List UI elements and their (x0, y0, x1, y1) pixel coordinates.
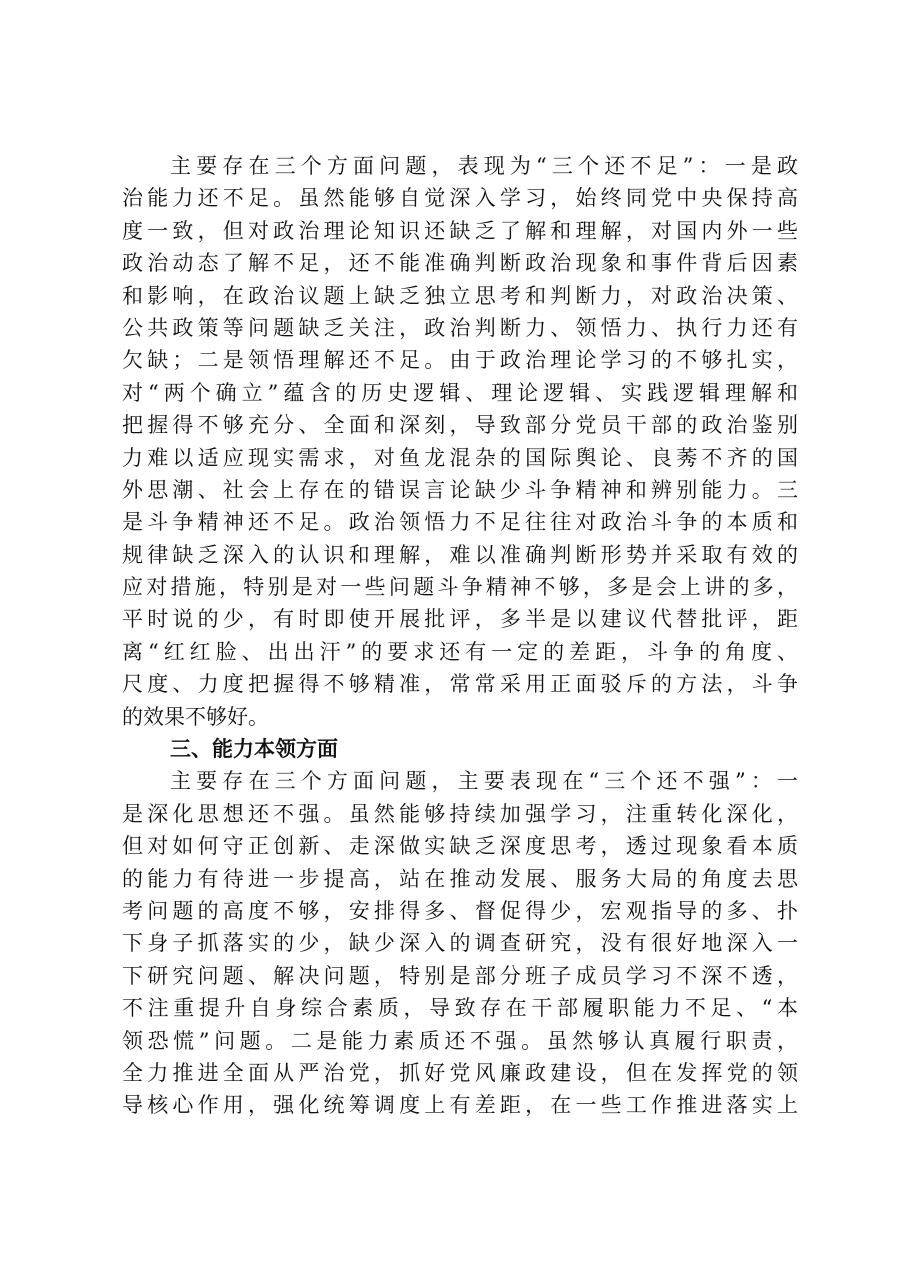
section-heading: 三、能力本领方面 (170, 737, 338, 762)
text-line: 离“红红脸、出出汗”的要求还有一定的差距，斗争的角度、 (122, 639, 798, 664)
text-line: 全力推进全面从严治党，抓好党风廉政建设，但在发挥党的领 (122, 1060, 798, 1085)
text-line: 的能力有待进一步提高，站在推动发展、服务大局的角度去思 (122, 866, 798, 891)
text-line: 外思潮、社会上存在的错误言论缺少斗争精神和辨别能力。三 (122, 477, 798, 502)
text-line: 政治动态了解不足，还不能准确判断政治现象和事件背后因素 (122, 251, 798, 276)
text-line: 领恐慌”问题。二是能力素质还不强。虽然够认真履行职责， (122, 1028, 798, 1053)
text-line: 导核心作用，强化统筹调度上有差距，在一些工作推进落实上 (122, 1093, 798, 1118)
text-line: 不注重提升自身综合素质，导致存在干部履职能力不足、“本 (122, 996, 798, 1021)
text-line: 考问题的高度不够，安排得多、督促得少，宏观指导的多、扑 (122, 898, 798, 923)
text-line: 主要存在三个方面问题，主要表现在“三个还不强”：一 (170, 769, 798, 794)
text-line: 但对如何守正创新、走深做实缺乏深度思考，透过现象看本质 (122, 834, 798, 859)
document-body (122, 150, 798, 1122)
text-line: 公共政策等问题缺乏关注，政治判断力、领悟力、执行力还有 (122, 315, 798, 340)
text-line: 规律缺乏深入的认识和理解，难以准确判断形势并采取有效的 (122, 542, 798, 567)
text-line: 平时说的少，有时即使开展批评，多半是以建议代替批评，距 (122, 607, 798, 632)
text-line: 是斗争精神还不足。政治领悟力不足往往对政治斗争的本质和 (122, 510, 798, 535)
text-line: 下身子抓落实的少，缺少深入的调查研究，没有很好地深入一 (122, 931, 798, 956)
text-line: 治能力还不足。虽然能够自觉深入学习，始终同党中央保持高 (122, 186, 798, 211)
text-line: 下研究问题、解决问题，特别是部分班子成员学习不深不透， (122, 963, 798, 988)
text-line: 对“两个确立”蕴含的历史逻辑、理论逻辑、实践逻辑理解和 (122, 380, 798, 405)
text-line: 把握得不够充分、全面和深刻，导致部分党员干部的政治鉴别 (122, 413, 798, 438)
text-line: 应对措施，特别是对一些问题斗争精神不够，多是会上讲的多， (122, 575, 798, 600)
text-line: 主要存在三个方面问题，表现为“三个还不足”：一是政 (170, 154, 798, 178)
text-line: 尺度、力度把握得不够精准，常常采用正面驳斥的方法，斗争 (122, 672, 798, 697)
text-line: 是深化思想还不强。虽然能够持续加强学习，注重转化深化， (122, 801, 798, 826)
text-line: 和影响，在政治议题上缺乏独立思考和判断力，对政治决策、 (122, 283, 798, 308)
text-line: 的效果不够好。 (122, 704, 269, 729)
text-line: 欠缺；二是领悟理解还不足。由于政治理论学习的不够扎实， (122, 348, 798, 373)
text-line: 力难以适应现实需求，对鱼龙混杂的国际舆论、良莠不齐的国 (122, 445, 798, 470)
text-line: 度一致，但对政治理论知识还缺乏了解和理解，对国内外一些 (122, 218, 798, 243)
